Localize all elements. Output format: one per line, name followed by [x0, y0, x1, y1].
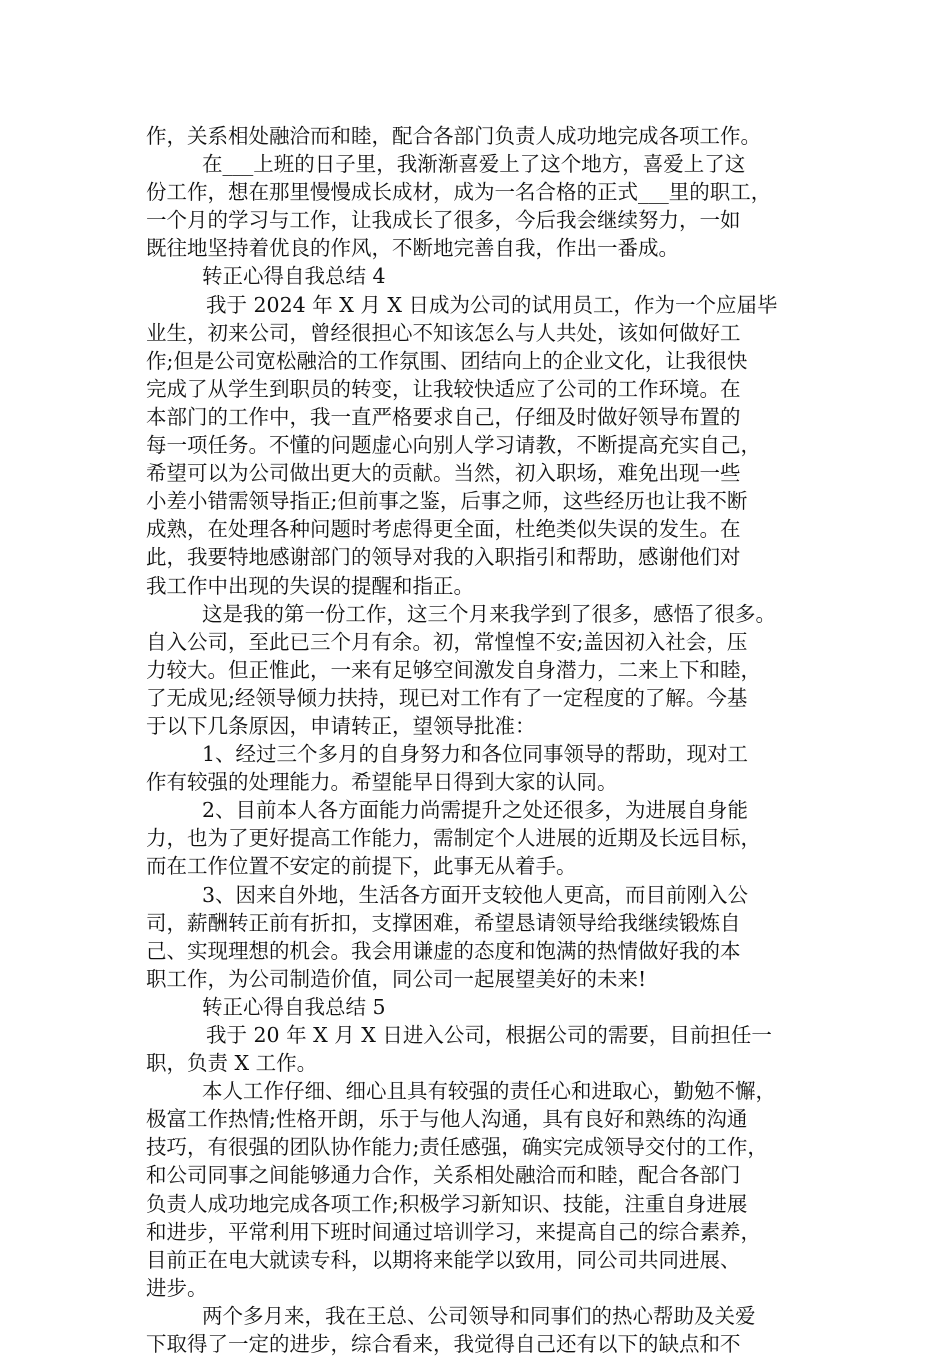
- text-line: 成熟，在处理各种问题时考虑得更全面，杜绝类似失误的发生。在: [146, 517, 741, 542]
- text-line: 作有较强的处理能力。希望能早日得到大家的认同。: [146, 770, 618, 795]
- text-line: 司，薪酬转正前有折扣，支撑困难，希望恳请领导给我继续锻炼自: [146, 910, 741, 935]
- text-line: 两个多月来，我在王总、公司领导和同事们的热心帮助及关爱: [202, 1303, 756, 1328]
- text-line: 1、经过三个多月的自身努力和各位同事领导的帮助，现对工: [202, 742, 749, 767]
- text-line: 自入公司，至此已三个月有余。初，常惶惶不安;盖因初入社会，压: [146, 629, 748, 654]
- text-line: 力，也为了更好提高工作能力，需制定个人进展的近期及长远目标，: [146, 826, 761, 851]
- text-line: 希望可以为公司做出更大的贡献。当然，初入职场，难免出现一些: [146, 461, 741, 486]
- text-line: 己、实现理想的机会。我会用谦虚的态度和饱满的热情做好我的本: [146, 938, 741, 963]
- text-line: 我于 20 年 X 月 X 日进入公司，根据公司的需要，目前担任一: [206, 1023, 772, 1047]
- text-line: 2、目前本人各方面能力尚需提升之处还很多，为进展自身能: [202, 798, 749, 823]
- text-line: 下取得了一定的进步，综合看来，我觉得自己还有以下的缺点和不: [146, 1332, 741, 1357]
- text-line: 职工作，为公司制造价值，同公司一起展望美好的未来!: [146, 966, 647, 991]
- text-line: 于以下几条原因，申请转正，望领导批准：: [146, 713, 536, 738]
- text-line: 在___上班的日子里，我渐渐喜爱上了这个地方，喜爱上了这: [202, 152, 746, 177]
- text-line: 完成了从学生到职员的转变，让我较快适应了公司的工作环境。在: [146, 376, 741, 401]
- document-body: [146, 122, 818, 1358]
- text-line: 极富工作热情;性格开朗，乐于与他人沟通，具有良好和熟练的沟通: [146, 1107, 748, 1132]
- text-line: 作;但是公司宽松融洽的工作氛围、团结向上的企业文化，让我很快: [146, 348, 748, 373]
- text-line: 3、因来自外地，生活各方面开支较他人更高，而目前刚入公: [202, 882, 749, 907]
- text-line: 份工作，想在那里慢慢成长成材，成为一名合格的正式___里的职工，: [146, 180, 772, 205]
- text-line: 转正心得自我总结 5: [202, 994, 386, 1019]
- text-line: 职，负责 X 工作。: [146, 1051, 318, 1076]
- text-line: 力较大。但正惟此，一来有足够空间激发自身潜力，二来上下和睦，: [146, 657, 761, 682]
- text-line: 一个月的学习与工作，让我成长了很多，今后我会继续努力，一如: [146, 208, 741, 233]
- text-line: 而在工作位置不安定的前提下，此事无从着手。: [146, 854, 577, 879]
- text-line: 和公司同事之间能够通力合作，关系相处融洽而和睦，配合各部门: [146, 1163, 741, 1188]
- text-line: 小差小错需领导指正;但前事之鉴，后事之师，这些经历也让我不断: [146, 489, 748, 514]
- text-line: 了无成见;经领导倾力扶持，现已对工作有了一定程度的了解。今基: [146, 685, 748, 710]
- text-line: 业生，初来公司，曾经很担心不知该怎么与人共处，该如何做好工: [146, 320, 741, 345]
- text-line: 本部门的工作中，我一直严格要求自己，仔细及时做好领导布置的: [146, 404, 741, 429]
- text-line: 负责人成功地完成各项工作;积极学习新知识、技能，注重自身进展: [146, 1191, 748, 1216]
- text-line: 作，关系相处融洽而和睦，配合各部门负责人成功地完成各项工作。: [146, 124, 761, 148]
- text-line: 此，我要特地感谢部门的领导对我的入职指引和帮助，感谢他们对: [146, 545, 741, 570]
- text-line: 每一项任务。不懂的问题虚心向别人学习请教，不断提高充实自己，: [146, 433, 761, 458]
- text-line: 我于 2024 年 X 月 X 日成为公司的试用员工，作为一个应届毕: [206, 292, 778, 317]
- text-line: 既往地坚持着优良的作风，不断地完善自我，作出一番成。: [146, 236, 679, 261]
- text-line: 目前正在电大就读专科，以期将来能学以致用，同公司共同进展、: [146, 1247, 741, 1272]
- text-line: 和进步，平常利用下班时间通过培训学习，来提高自己的综合素养，: [146, 1219, 761, 1244]
- text-line: 本人工作仔细、细心且具有较强的责任心和进取心，勤勉不懈，: [202, 1079, 776, 1104]
- text-line: 转正心得自我总结 4: [202, 264, 386, 289]
- text-line: 进步。: [146, 1275, 208, 1300]
- text-line: 技巧，有很强的团队协作能力;责任感强，确实完成领导交付的工作，: [146, 1135, 768, 1160]
- text-line: 我工作中出现的失误的提醒和指正。: [146, 573, 474, 598]
- text-line: 这是我的第一份工作，这三个月来我学到了很多，感悟了很多。: [202, 601, 776, 626]
